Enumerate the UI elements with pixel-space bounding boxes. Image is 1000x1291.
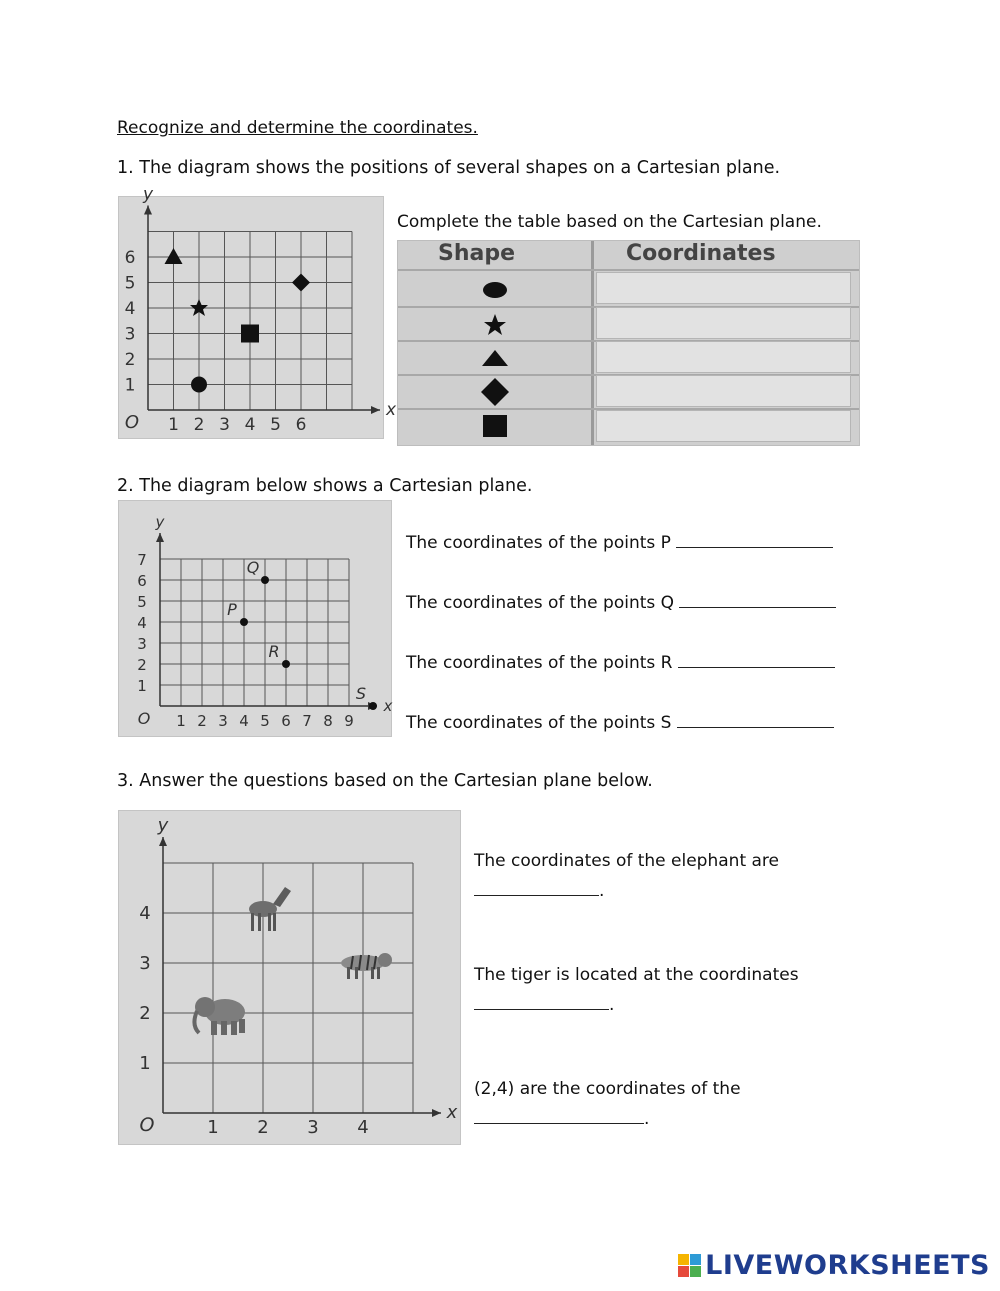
q1-graph-svg <box>119 184 397 438</box>
x-tick-label: 8 <box>323 712 333 730</box>
y-tick-label: 3 <box>124 324 136 345</box>
answer-blank-r[interactable] <box>678 652 835 668</box>
y-axis-arrow <box>159 837 167 846</box>
q3-prompt-tiger: The tiger is located at the coordinates <box>474 965 799 985</box>
table-row <box>398 341 591 375</box>
x-tick-label: 5 <box>260 712 270 730</box>
y-tick-label: 6 <box>124 248 136 268</box>
x-tick-label: 4 <box>239 712 249 730</box>
answer-box-diamond[interactable] <box>596 375 851 407</box>
q2-cartesian-plane <box>118 500 392 737</box>
x-tick-label: 6 <box>295 415 307 435</box>
answer-blank-q[interactable] <box>679 592 836 608</box>
q2-line-q <box>406 592 836 613</box>
answer-blank-animal[interactable] <box>474 1108 644 1124</box>
point-q <box>261 576 269 584</box>
y-tick-label: 5 <box>124 273 136 294</box>
question-3-title: 3. Answer the questions based on the Cartesian plane below. <box>117 771 653 791</box>
triangle-point <box>165 248 183 264</box>
table-row <box>398 307 591 341</box>
circle-icon <box>482 281 508 299</box>
x-axis-label: x <box>383 697 393 715</box>
q3-answer-line-1 <box>474 880 604 901</box>
y-axis-arrow <box>144 206 152 215</box>
square-icon <box>483 415 507 437</box>
y-axis-label: y <box>142 184 154 205</box>
x-tick-label: 1 <box>207 1117 219 1138</box>
q2-line-r <box>406 652 835 673</box>
answer-blank-p[interactable] <box>676 532 833 548</box>
footer-brand <box>678 1250 990 1281</box>
y-tick-label: 1 <box>139 1053 151 1074</box>
x-tick-label: 3 <box>219 415 230 435</box>
point-label-r: R <box>268 642 280 661</box>
q2-line-p <box>406 532 833 553</box>
horse-icon <box>249 887 291 931</box>
x-tick-label: 2 <box>193 415 205 435</box>
y-tick-label: 1 <box>124 375 136 396</box>
answer-blank-s[interactable] <box>677 712 834 728</box>
y-axis-label: y <box>157 815 169 836</box>
y-tick-label: 7 <box>137 551 147 569</box>
star-icon <box>483 313 507 335</box>
y-axis-label: y <box>155 513 165 531</box>
origin-label: O <box>137 709 151 728</box>
table-row <box>398 273 591 307</box>
q3-graph-svg <box>119 811 460 1144</box>
answer-blank-elephant[interactable] <box>474 880 599 896</box>
answer-box-triangle[interactable] <box>596 341 851 373</box>
period: . <box>609 995 615 1015</box>
x-axis-label: x <box>446 1102 458 1123</box>
col-header-coordinates: Coordinates <box>626 241 776 266</box>
q2-prompt-q: The coordinates of the points Q <box>406 593 675 613</box>
point-label-s: S <box>355 684 367 703</box>
answer-box-circle[interactable] <box>596 272 851 304</box>
point-s <box>369 702 377 710</box>
q1-cartesian-plane <box>118 184 397 439</box>
y-tick-label: 1 <box>137 677 147 695</box>
question-2-title: 2. The diagram below shows a Cartesian plane. <box>117 476 533 496</box>
x-tick-label: 2 <box>257 1117 269 1138</box>
x-tick-label: 9 <box>344 712 354 730</box>
point-label-q: Q <box>246 558 260 577</box>
page-heading: Recognize and determine the coordinates. <box>117 118 478 138</box>
point-p <box>240 618 248 626</box>
x-tick-label: 4 <box>357 1117 369 1138</box>
circle-point <box>191 377 207 393</box>
x-tick-label: 6 <box>281 712 291 730</box>
q2-prompt-p: The coordinates of the points P <box>406 533 671 553</box>
y-tick-label: 3 <box>139 953 151 974</box>
y-tick-label: 4 <box>137 614 147 632</box>
x-tick-label: 1 <box>168 415 179 435</box>
x-tick-label: 5 <box>270 415 281 435</box>
question-1-title: 1. The diagram shows the positions of several shapes on a Cartesian plane. <box>117 158 781 178</box>
square-point <box>241 325 259 343</box>
x-tick-label: 4 <box>244 415 256 435</box>
brand-name: LIVEWORKSHEETS <box>705 1250 990 1281</box>
y-tick-label: 2 <box>124 350 136 370</box>
x-axis-arrow <box>371 406 380 414</box>
liveworksheets-logo-icon <box>678 1254 702 1278</box>
period: . <box>599 881 605 901</box>
point-label-p: P <box>227 600 237 619</box>
elephant-icon <box>194 997 245 1035</box>
q2-line-s <box>406 712 834 733</box>
y-tick-label: 2 <box>137 656 147 674</box>
q2-graph-svg <box>119 501 391 736</box>
y-tick-label: 6 <box>137 572 147 590</box>
diamond-point <box>292 274 310 292</box>
answer-box-square[interactable] <box>596 410 851 442</box>
q2-prompt-r: The coordinates of the points R <box>406 653 673 673</box>
origin-label: O <box>139 1114 155 1136</box>
y-tick-label: 5 <box>137 593 147 611</box>
tiger-icon <box>341 953 392 979</box>
y-axis-arrow <box>156 533 164 542</box>
answer-box-star[interactable] <box>596 307 851 339</box>
x-axis-arrow <box>432 1109 441 1117</box>
col-header-shape: Shape <box>438 241 516 266</box>
table-row <box>398 409 591 443</box>
diamond-icon <box>480 377 510 407</box>
table-row <box>398 375 591 409</box>
q3-cartesian-plane <box>118 810 461 1145</box>
y-tick-label: 3 <box>137 635 147 653</box>
coordinates-table <box>397 240 860 446</box>
y-tick-label: 2 <box>139 1003 151 1024</box>
x-tick-label: 3 <box>218 712 228 730</box>
y-tick-label: 4 <box>124 299 136 319</box>
x-tick-label: 1 <box>176 712 186 730</box>
x-tick-label: 7 <box>302 712 312 730</box>
q3-answer-line-3 <box>474 1108 649 1129</box>
period: . <box>644 1109 650 1129</box>
x-tick-label: 2 <box>197 712 207 730</box>
origin-label: O <box>124 412 140 433</box>
y-tick-label: 4 <box>139 903 151 924</box>
answer-blank-tiger[interactable] <box>474 994 609 1010</box>
q3-prompt-coords: (2,4) are the coordinates of the <box>474 1079 741 1099</box>
q3-answer-line-2 <box>474 994 614 1015</box>
triangle-icon <box>481 349 509 367</box>
table-instruction: Complete the table based on the Cartesian plane. <box>397 212 822 232</box>
x-axis-label: x <box>385 400 397 420</box>
q3-prompt-elephant: The coordinates of the elephant are <box>474 851 780 871</box>
q2-prompt-s: The coordinates of the points S <box>406 713 672 733</box>
x-tick-label: 3 <box>307 1117 319 1138</box>
point-r <box>282 660 290 668</box>
